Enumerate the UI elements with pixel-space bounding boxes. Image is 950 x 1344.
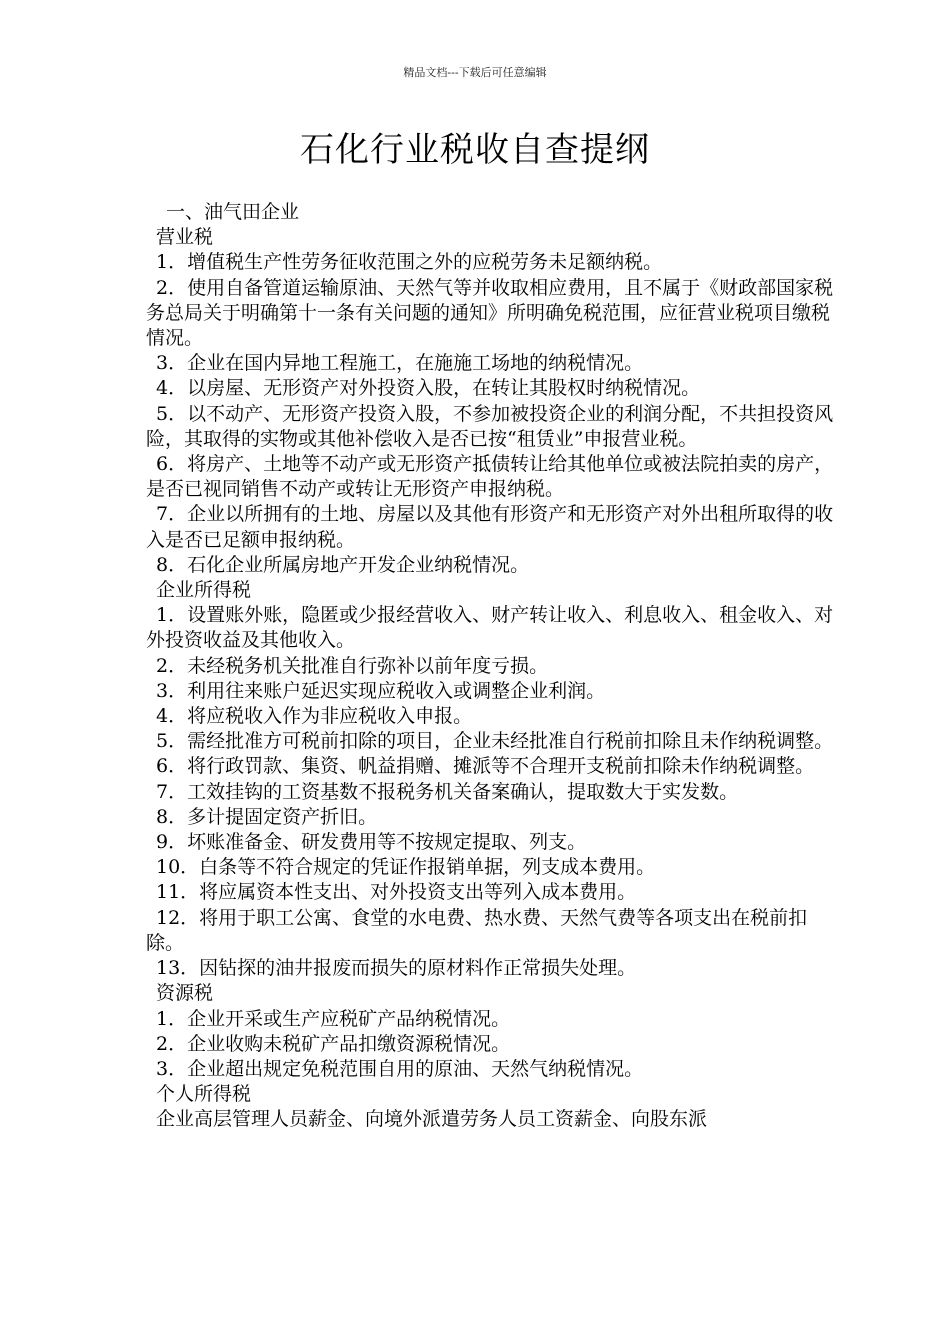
subheading-business-tax: 营业税 <box>156 226 214 249</box>
list-item: 8．石化企业所属房地产开发企业纳税情况。 <box>156 553 530 576</box>
list-item: 3．企业在国内异地工程施工，在施施工场地的纳税情况。 <box>156 352 644 375</box>
list-item: 3．企业超出规定免税范围自用的原油、天然气纳税情况。 <box>156 1057 644 1080</box>
list-item: 5．需经批准方可税前扣除的项目，企业未经批准自行税前扣除且未作纳税调整。 <box>156 730 834 753</box>
list-item: 1．企业开采或生产应税矿产品纳税情况。 <box>156 1007 511 1030</box>
list-item: 3．利用往来账户延迟实现应税收入或调整企业利润。 <box>156 679 606 702</box>
subheading-resource-tax: 资源税 <box>156 982 214 1005</box>
list-item: 6．将房产、土地等不动产或无形资产抵债转让给其他单位或被法院拍卖的房产，是否已视同销售不动产或转让无形资产申报纳税。 <box>146 453 834 501</box>
list-item: 企业高层管理人员薪金、向境外派遣劳务人员工资薪金、向股东派 <box>156 1108 708 1131</box>
list-item: 8．多计提固定资产折旧。 <box>156 805 378 828</box>
list-item: 9．坏账准备金、研发费用等不按规定提取、列支。 <box>156 831 587 854</box>
list-item: 1．设置账外账，隐匿或少报经营收入、财产转让收入、利息收入、租金收入、对外投资收益及其他收入。 <box>146 604 834 652</box>
list-item: 7．工效挂钩的工资基数不报税务机关备案确认，提取数大于实发数。 <box>156 780 739 803</box>
document-title: 石化行业税收自查提纲 <box>300 130 650 170</box>
list-item: 6．将行政罚款、集资、帆益捐赠、摊派等不合理开支税前扣除未作纳税调整。 <box>156 755 815 778</box>
list-item: 10．白条等不符合规定的凭证作报销单据，列支成本费用。 <box>156 856 656 879</box>
list-item: 4．以房屋、无形资产对外投资入股，在转让其股权时纳税情况。 <box>156 377 701 400</box>
list-item: 2．企业收购未税矿产品扣缴资源税情况。 <box>156 1032 511 1055</box>
list-item: 13．因钻探的油井报废而损失的原材料作正常损失处理。 <box>156 957 637 980</box>
header-note: 精品文档---下载后可任意编辑 <box>403 66 547 79</box>
document-body <box>146 200 836 1133</box>
subheading-corporate-income-tax: 企业所得税 <box>156 579 252 602</box>
subheading-individual-income-tax: 个人所得税 <box>156 1083 252 1106</box>
list-item: 1．增值税生产性劳务征收范围之外的应税劳务未足额纳税。 <box>156 251 663 274</box>
list-item: 5．以不动产、无形资产投资入股，不参加被投资企业的利润分配，不共担投资风险，其取得的实物或其他补偿收入是否已按“租赁业”申报营业税。 <box>146 402 834 450</box>
list-item: 2．未经税务机关批准自行弥补以前年度亏损。 <box>156 654 549 677</box>
section-heading-oil-gas: 一、油气田企业 <box>166 201 300 223</box>
list-item: 2．使用自备管道运输原油、天然气等并收取相应费用，且不属于《财政部国家税务总局关于明确第十一条有关问题的通知》所明确免税范围，应征营业税项目缴税情况。 <box>146 276 834 350</box>
list-item: 7．企业以所拥有的土地、房屋以及其他有形资产和无形资产对外出租所取得的收入是否已足额申报纳税。 <box>146 503 834 551</box>
list-item: 11．将应属资本性支出、对外投资支出等列入成本费用。 <box>156 881 637 904</box>
list-item: 12．将用于职工公寓、食堂的水电费、热水费、天然气费等各项支出在税前扣除。 <box>146 906 808 954</box>
list-item: 4．将应税收入作为非应税收入申报。 <box>156 705 473 728</box>
